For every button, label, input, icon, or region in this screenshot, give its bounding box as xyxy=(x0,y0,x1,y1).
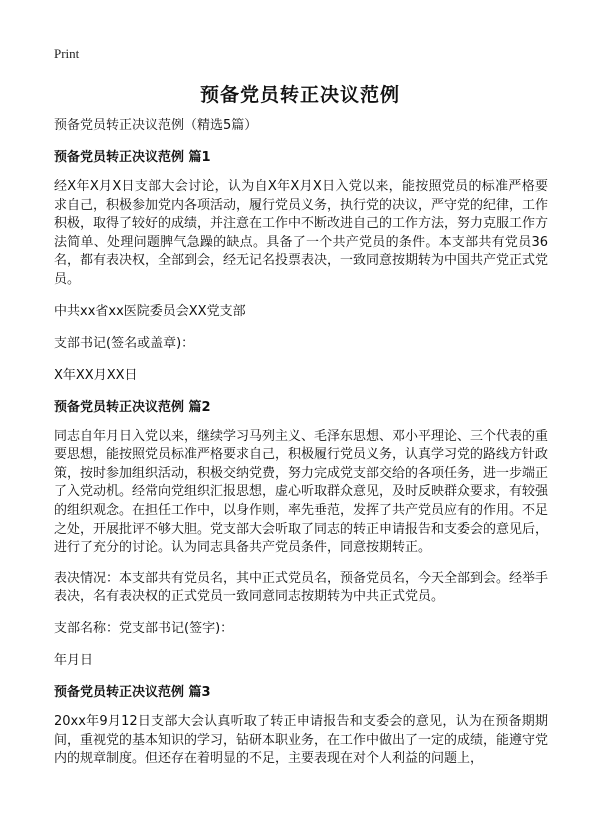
page-title: 预备党员转正决议范例 xyxy=(199,84,400,106)
section-paragraph: 20xx年9月12日支部大会认真听取了转正申请报告和支委会的意见，认为在预备期期间，重视党的基本知识的学习，钻研本职业务，在工作中做出了一定的成绩，能遵守党内的规章制度。但还存在着明显的不足，主要表现在对个人利益的问题上， xyxy=(54,713,549,767)
section-1 xyxy=(54,148,548,386)
party-branch-name: 中共xx省xx医院委员会XX党支部 xyxy=(54,303,246,319)
section-heading: 预备党员转正决议范例 篇2 xyxy=(54,399,211,415)
section-heading: 预备党员转正决议范例 篇1 xyxy=(54,150,211,165)
document-body xyxy=(54,116,548,781)
date-line: X年XX月XX日 xyxy=(54,367,138,383)
date-line: 年月日 xyxy=(54,652,94,668)
section-2 xyxy=(54,398,548,671)
branch-signature-line: 支部名称：党支部书记(签字)： xyxy=(54,620,234,636)
section-3 xyxy=(54,683,548,769)
voting-result-paragraph: 表决情况：本支部共有党员名，其中正式党员名，预备党员名，今天全部到会。经举手表决，名有表决权的正式党员一致同意同志按期转为中共正式党员。 xyxy=(54,570,549,605)
section-heading: 预备党员转正决议范例 篇3 xyxy=(54,684,211,700)
section-paragraph: 经X年X月X日支部大会讨论，认为自X年X月X日入党以来，能按照党员的标准严格要求自己，积极参加党内各项活动，履行党员义务，执行党的决议，严守党的纪律，工作积极，取得了较好的成绩，并注意在工作中不断改进自己的工作方法，努力克服工作方法简单、处理问题脾气急躁的缺点。具备了一个共产党员的条件。本支部共有党员36名，都有表决权，全部到会，经无记名投票表决，一致同意按期转为中国共产党正式党员。 xyxy=(54,179,549,287)
document-subtitle: 预备党员转正决议范例（精选5篇） xyxy=(54,118,258,133)
secretary-signature-line: 支部书记(签名或盖章)： xyxy=(54,335,195,351)
print-link[interactable]: Print xyxy=(54,46,80,61)
section-paragraph: 同志自年月日入党以来，继续学习马列主义、毛泽东思想、邓小平理论、三个代表的重要思想，能按照党员标准严格要求自己，积极履行党员义务，认真学习党的路线方针政策，按时参加组织活动，积极交纳党费，努力完成党支部交给的各项任务，进一步端正了入党动机。经常向党组织汇报思想，虚心听取群众意见，及时反映群众要求，有较强的组织观念。在担任工作中，以身作则，率先垂范，发挥了共产党员应有的作用。不足之处，开展批评不够大胆。党支部大会听取了同志的转正申请报告和支委会的意见后，进行了充分的讨论。认为同志具备共产党员条件，同意按期转正。 xyxy=(54,428,549,556)
